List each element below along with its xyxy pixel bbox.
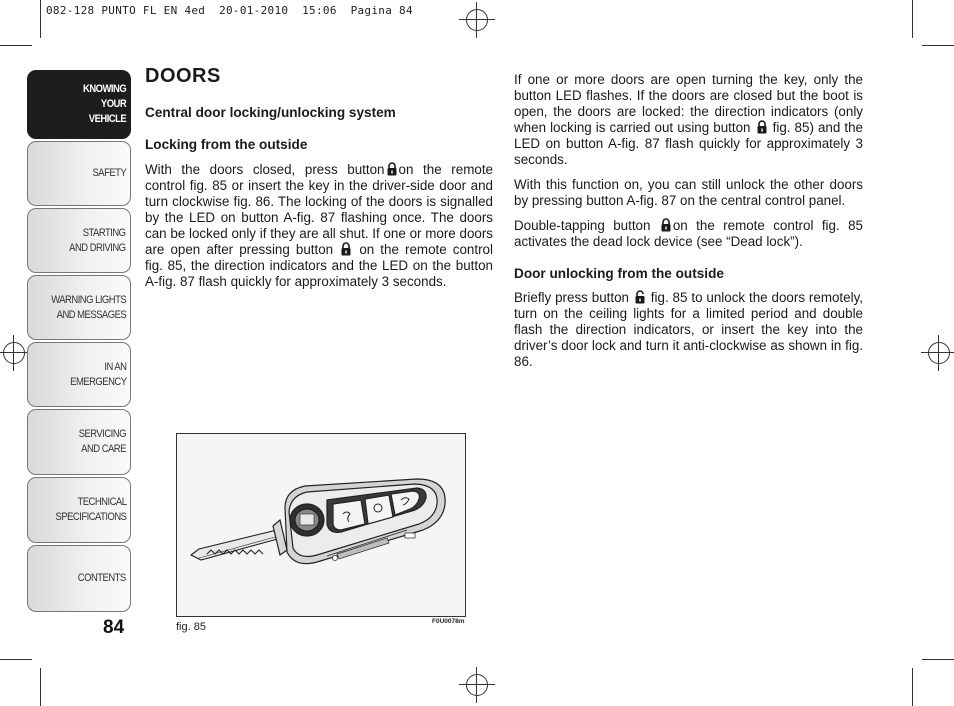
registration-mark-icon [921, 335, 954, 371]
crop-mark [922, 45, 954, 46]
crop-mark [912, 668, 913, 706]
crop-mark [922, 659, 954, 660]
print-header: 082-128 PUNTO FL EN 4ed 20-01-2010 15:06 Pagina 84 [46, 4, 413, 17]
page-number: 84 [103, 617, 125, 638]
lock-closed-icon [340, 242, 352, 256]
tab-warning-lights[interactable] [27, 275, 131, 340]
tab-label: CONTENTS [78, 572, 126, 584]
lock-closed-icon [386, 162, 398, 176]
crop-mark [40, 0, 41, 38]
subsection-heading: Locking from the outside [145, 137, 308, 152]
figure-remote-key [176, 433, 466, 617]
tab-servicing-and-care[interactable] [27, 409, 131, 475]
tab-label: IN AN EMERGENCY [69, 360, 126, 388]
tab-label: SERVICING AND CARE [78, 428, 126, 455]
tab-in-an-emergency[interactable] [27, 342, 131, 407]
registration-mark-icon [459, 2, 495, 38]
body-paragraph: Double-tapping button on the remote control fig. 85 activates the dead lock device (see “Dead lock”). [514, 218, 863, 249]
crop-mark [40, 668, 41, 706]
lock-open-icon [634, 290, 646, 304]
remote-key-illustration [177, 434, 465, 616]
tab-safety[interactable] [27, 141, 131, 206]
subsection-heading: Door unlocking from the outside [514, 266, 724, 281]
tab-label: KNOWING YOUR VEHICLE [82, 83, 126, 125]
body-paragraph: With this function on, you can still unlock the other doors by pressing button A-fig. 87 on the central control panel. [514, 177, 863, 208]
figure-code: F0U0078m [432, 618, 465, 625]
body-paragraph: Briefly press button fig. 85 to unlock the doors remotely, turn on the ceiling lights for a limited period and double flash the direction indicators, or insert the key into the driver’s door lock and turn it anti-clockwise as shown in fig. 86. [514, 290, 863, 369]
crop-mark [912, 0, 913, 38]
tab-technical-specifications[interactable] [27, 477, 131, 543]
left-column [145, 65, 493, 299]
body-paragraph: If one or more doors are open turning the key, only the button LED flashes. If the doors are closed but the boot is open, the doors are locked: the direction indicators (only when locking is carried out using button fig. 85) and the LED on button A-fig. 87 flash quickly for approximately 3 seconds. [514, 72, 863, 167]
lock-closed-icon [756, 120, 768, 134]
tab-label: STARTING AND DRIVING [69, 226, 126, 254]
figure-caption: fig. 85 [176, 621, 206, 633]
tab-label: SAFETY [92, 167, 126, 179]
right-column [514, 72, 863, 379]
body-paragraph: With the doors closed, press button on the remote control fig. 85 or insert the key in the driver-side door and turn clockwise fig. 86. The locking of the doors is signalled by the LED on button A-fig. 87 flashing once. The doors can be locked only if they are all shut. If one or more doors are open after pressing button on the remote control fig. 85, the direction indicators and the LED on the button A-fig. 87 flash quickly for approximately 3 seconds. [145, 162, 493, 289]
tab-label: TECHNICAL SPECIFICATIONS [55, 496, 126, 523]
tab-knowing-your-vehicle[interactable] [27, 70, 131, 139]
subsection-title: Central door locking/unlocking system [145, 105, 396, 120]
tab-starting-and-driving[interactable] [27, 208, 131, 273]
crop-mark [0, 659, 32, 660]
registration-mark-icon [459, 667, 495, 703]
section-title: DOORS [145, 65, 221, 87]
tab-contents[interactable] [27, 545, 131, 612]
crop-mark [0, 45, 32, 46]
tab-label: WARNING LIGHTS AND MESSAGES [51, 293, 126, 321]
lock-closed-icon [660, 218, 672, 232]
